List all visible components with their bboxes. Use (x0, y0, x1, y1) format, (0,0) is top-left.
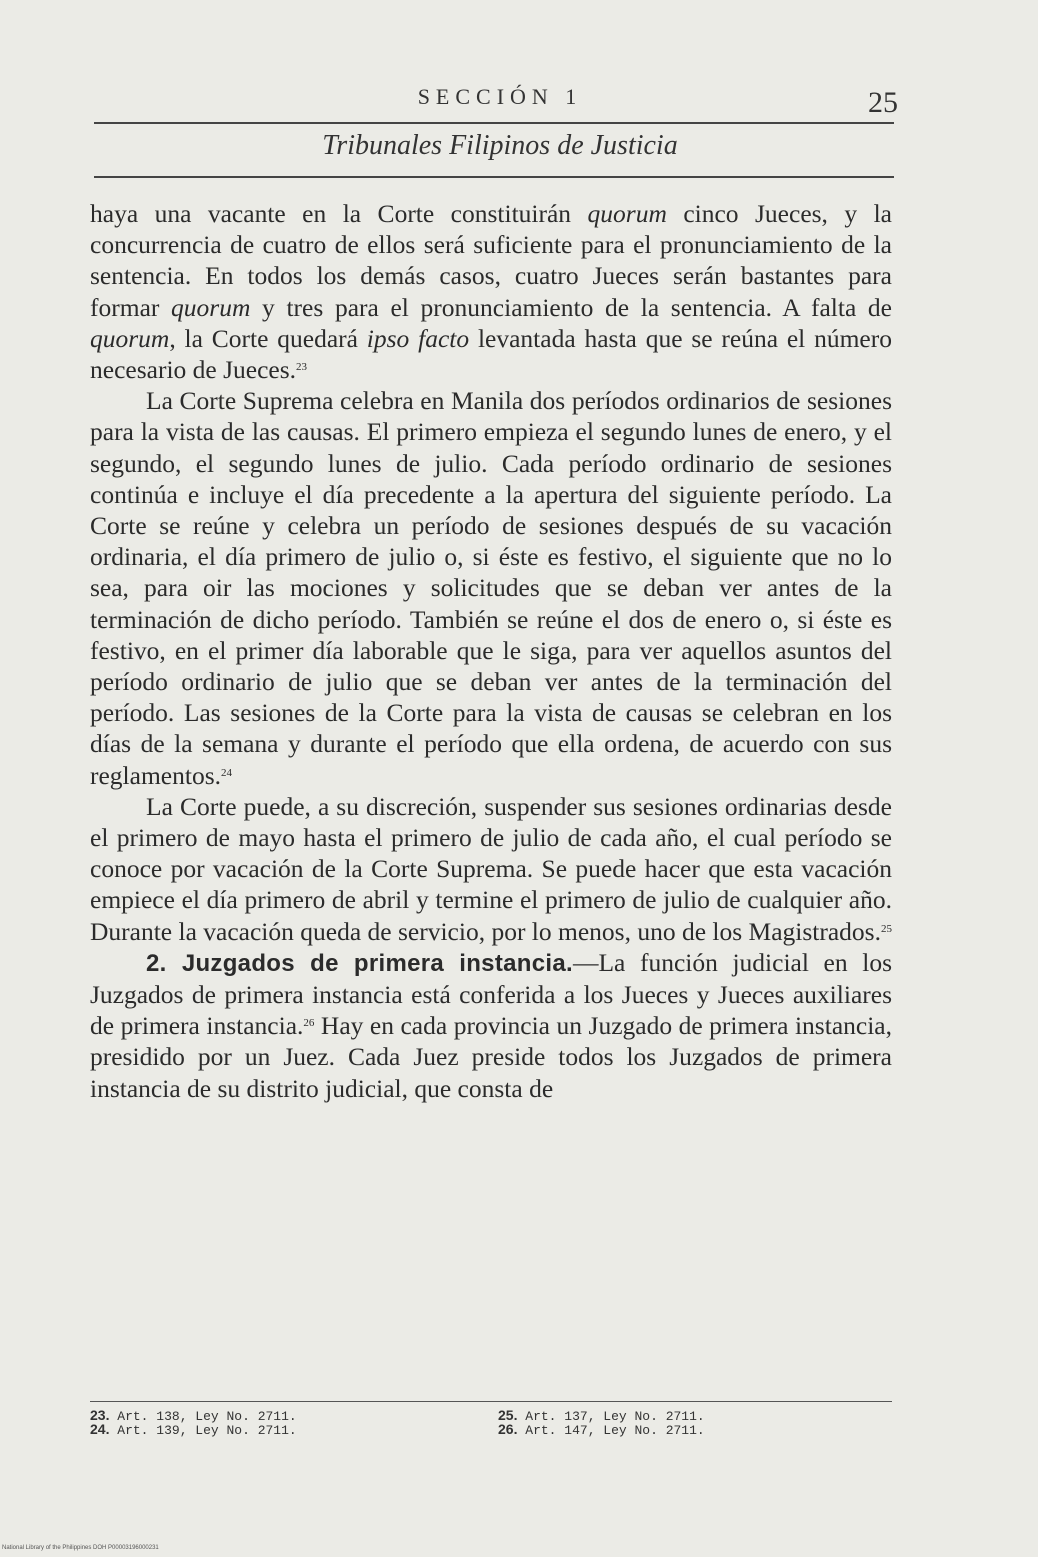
footnote-number: 24. (90, 1421, 110, 1437)
footnote-text: Art. 137, Ley No. 2711. (525, 1409, 705, 1424)
footnote-item (498, 1423, 705, 1437)
p1-italic-1: quorum (587, 199, 667, 228)
p3-text: La Corte puede, a su discreción, suspender sus sesiones ordinarias desde el primero de mayo hasta el primero de julio de cada año, el cual período se conoce por vacación de la Corte Suprema. Se puede hacer que esta vacación empiece el día primero de abril y termine el primero de julio de cualquier año. Durante la vacación queda de servicio, por lo menos, uno de los Magistrados. (90, 791, 892, 946)
footnote-item (498, 1409, 705, 1423)
footnote-number: 25. (498, 1407, 518, 1423)
footnote-text: Art. 138, Ley No. 2711. (117, 1409, 297, 1424)
footnote-item (90, 1423, 297, 1437)
p1-italic-2: quorum (171, 292, 251, 322)
p1-italic-3: quorum (90, 323, 170, 353)
header-rule-bottom (94, 176, 894, 178)
section-heading: 2. Juzgados de primera instancia. (146, 949, 573, 977)
footnote-number: 26. (498, 1421, 518, 1437)
p2-text: La Corte Suprema celebra en Manila dos períodos ordinarios de sesiones para la vista de las causas. El primero empieza el segundo lunes de enero, y el segundo, el segundo lunes de julio. Cada período ordinario de sesiones continúa e incluye el día precedente a la apertura del siguiente período. La Corte se reúne y celebra un período de sesiones después de su vacación ordinaria, el día primero de julio o, si éste es festivo, el siguiente que no lo sea, para oir las mociones y solicitudes que se deban ver antes de la terminación de dicho período. También se reúne el dos de enero o, si éste es festivo, en el primer día laborable que le siga, para ver aquellos asuntos del período ordinario de julio que se deban ver antes de la terminación del período. Las sesiones de la Corte para la vista de causas se celebran en los días de la semana y durante el período que ella ordena, de acuerdo con sus reglamentos. (90, 386, 892, 790)
footnote-ref-25: 25 (881, 922, 892, 935)
p1-text-1: haya una vacante en la Corte constituirán (90, 199, 588, 228)
p1-text-2: cinco Jueces, y la concurrencia de cuatro de ellos será suficiente para el pronunciamiento de la sentencia. En todos los demás casos, cuatro Jueces serán bastantes para formar (90, 199, 892, 322)
footnote-text: Art. 147, Ley No. 2711. (525, 1423, 705, 1438)
scan-footer: National Library of the Philippines DOH P00003196000231 (2, 1545, 159, 1551)
paragraph-1 (90, 198, 892, 385)
p1-text-5: levantada hasta que se reúna el número necesario de Jueces. (90, 323, 892, 385)
paragraph-2 (90, 385, 892, 791)
p1-text-3: y tres para el pronunciamiento de la sentencia. A falta de (250, 292, 892, 322)
running-header-subtitle: Tribunales Filipinos de Justicia (322, 130, 678, 161)
footnote-number: 23. (90, 1407, 110, 1423)
p1-text-4: , la Corte quedará (169, 323, 367, 353)
p4-text-1: —La función judicial en los Juzgados de primera instancia está conferida a los Jueces y Jueces auxiliares de primera instancia. (90, 947, 892, 1041)
footnote-ref-26: 26 (303, 1017, 315, 1030)
footnote-ref-24: 24 (221, 766, 232, 779)
footnote-item (90, 1409, 297, 1423)
footnote-ref-23: 23 (296, 361, 308, 374)
p4-text-2: Hay en cada provincia un Juzgado de primera instancia, presidido por un Juez. Cada Juez preside todos los Juzgados de primera instancia de su distrito judicial, que consta de (90, 1011, 892, 1103)
paragraph-3 (90, 791, 892, 947)
paragraph-4 (90, 947, 892, 1104)
page-number: 25 (868, 86, 898, 119)
header-rule-top (94, 122, 894, 124)
footnote-text: Art. 139, Ley No. 2711. (117, 1423, 297, 1438)
running-header-section: SECCIÓN 1 (417, 84, 583, 109)
body-text (90, 198, 892, 1104)
p1-italic-4: ipso facto (366, 323, 470, 353)
footnote-rule (90, 1401, 892, 1402)
